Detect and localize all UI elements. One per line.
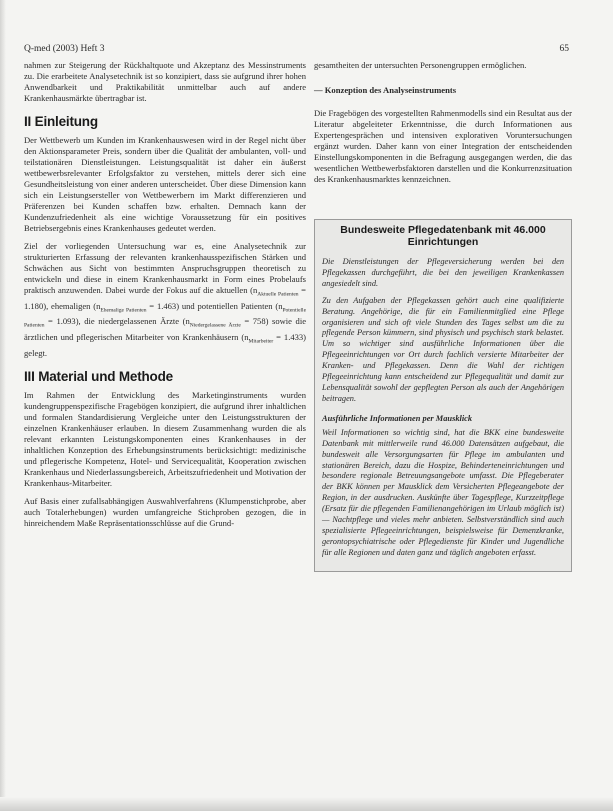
methode-paragraph-2: Auf Basis einer zufallsabhängigen Auswahlverfahrens (Klumpenstichprobe, aber auch Totalerhebungen) wurden umfangreiche Stichproben gezogen, die in hinreichendem Maße Repräsentationsschlüsse auf die Grund- — [24, 495, 306, 528]
konzeption-paragraph: Die Fragebögen des vorgestellten Rahmenmodells sind ein Resultat aus der Literatur abgeleiteter Erkenntnisse, die durch Informationen aus Expertengesprächen und intensiven explorativen Voruntersuchungen ergänzt wurden. Daher kann von einer Integration der entscheidenden Einstellungskomponenten in die Befragung ausgegangen werden, die das wesentlichen Wettbewerbsfaktoren darstellen und die Konkurrenzsituation des Krankenhausmarktes kennzeichnen. — [314, 108, 572, 184]
einleitung-p2-mid1: = 1.180), ehemaligen (n — [24, 285, 306, 311]
running-header-journal: Q-med (2003) Heft 3 — [24, 44, 105, 54]
section-title-einleitung: II Einleitung — [24, 114, 98, 129]
info-box-paragraph-2: Zu den Aufgaben der Pflegekassen gehört auch eine qualifizierte Beratung. Angehörige, die für ein Familienmitglied eine Pflege organisieren und sich oft viele Stunden des Tages selbst um die zu pflegende Person kümmern, sind physisch und psychisch stark belastet. Um so wichtiger sind ausführliche Informationen über die Pflegeeinrichtungen vor Ort durch fachlich versierte Mitarbeiter der Kranken- und Pflegekassen. Denn die Wahl der richtigen Pflegeeinrichtung kann entscheidend zur Pflegequalität und damit zur Lebensqualität sowohl der gepflegten Person als auch der Angehörigen beitragen. — [322, 295, 564, 403]
subscript-potentielle: Potentielle Patienten — [24, 307, 307, 330]
einleitung-p2-end: = 1.433) gelegt. — [24, 332, 306, 358]
einleitung-p2-text: Ziel der vorliegenden Untersuchung war es, eine Analysetechnik zur strukturierten Erfassung der relevanten krankenhausspezifischen Stärken und Schwächen aus Sicht von bestimmten Anspruchsgruppen theoretisch zu entwickeln und diese in einem Krankenhausmarkt in Form eines Probelaufs praktisch anzuwenden. Dabei wurde der Fokus auf die aktuellen (n — [24, 241, 306, 295]
einleitung-p2-mid2: = 1.463) und potentiellen Patienten (n — [146, 300, 283, 311]
right-column — [314, 60, 572, 572]
einleitung-paragraph-1: Der Wettbewerb um Kunden im Krankenhauswesen wird in der Regel nicht über den Aktionsparameter Preis, sondern über die Qualität der ambulanten, voll- und teilstationären Dienstleistungen. Leistungsqualität ist daher ein äußerst wettbewerbsrelevanter Erfolgsfaktor zu verstehen, mittels derer sich eine Gesundheitsleistung von einer anderen unterscheidet. Über diese Dimension kann sich ein Leistungsersteller von Wettbewerbern im Markt differenzieren und Präferenzen bei Kunden schaffen bzw. erhalten. Demnach kann der Kundenzufriedenheit als eine wichtige Voraussetzung für ein positives Betriebsergebnis eines Krankenhauses gedeutet werden. — [24, 135, 306, 233]
subscript-aktuelle: Aktuelle Patienten — [257, 291, 299, 298]
methode-paragraph-1: Im Rahmen der Entwicklung des Marketinginstruments wurden kundengruppenspezifische Fragebögen konzipiert, die aufgrund ihrer inhaltlichen und formalen Standardisierung Vergleiche unter den Leistungsstrukturen der einzelnen Krankenhäuser erlauben. In diesem Zusammenhang wurden die als relevant erkannten Leistungskomponenten eines Krankenhauses in der inhaltlichen Konzeption des Erhebungsinstruments berücksichtigt: medizinische und pflegerische Kompetenz, Hotel- und Servicequalität, Kooperation zwischen Krankenhaus und Niederlassungsbereich, Arbeitszufriedenheit und Motivation der Krankenhaus-Mitarbeiter. — [24, 389, 306, 488]
subscript-mitarbeiter: Mitarbeiter — [248, 338, 274, 345]
left-column — [24, 60, 306, 536]
einleitung-p2-mid4: = 758) sowie die ärztlichen und pflegerischen Mitarbeiter von Krankenhäusern (n — [24, 316, 306, 343]
info-box-paragraph-1: Die Dienstleistungen der Pflegeversicherung werden bei den Pflegekassen durchgeführt, die bei den jeweiligen Krankenkassen angesiedelt sind. — [322, 257, 564, 288]
scan-shadow-left — [0, 0, 6, 811]
einleitung-paragraph-2 — [24, 241, 306, 359]
info-box-title: Bundesweite Pflegedatenbank mit 46.000 Einrichtungen — [340, 224, 546, 248]
subscript-aerzte: Niedergelassene Ärzte — [189, 323, 241, 330]
intro-paragraph: nahmen zur Steigerung der Rückhaltquote und Akzeptanz des Messinstruments zu. Die erarbeitete Analysetechnik ist so konzipiert, dass sie aufgrund ihrer hohen Anwendbarkeit und Praktikabilität unmittelbar auch auf andere Krankenhausmärkte übertragbar ist. — [24, 60, 306, 103]
subheading-konzeption: — Konzeption des Analyseinstruments — [314, 85, 457, 95]
info-box-pflegedatenbank — [314, 219, 572, 572]
info-box-subheading: Ausführliche Informationen per Mausklick — [322, 413, 473, 423]
section-title-material-methode: III Material und Methode — [24, 368, 173, 384]
scan-shadow-bottom — [0, 797, 613, 811]
page-number: 65 — [559, 44, 569, 54]
info-box-paragraph-3: Weil Informationen so wichtig sind, hat die BKK eine bundesweite Datenbank mit mittlerweile rund 46.000 Datensätzen aufgebaut, die bundesweit alle Versorgungsarten für Pflege im ambulanten und stationären Bereich, dazu die Hospize, Behinderteneinrichtungen und besondere regionale Betreuungsangebote umfasst. Die Pflegeberater der BKK können per Mausklick dem Versicherten Pflegeangebote der Region, in der ausdrucken. Auskünfte über Tagespflege, Kurzzeitpflege (Ersatz für die pflegenden Familienangehörigen im Urlaub möglich ist) — Nachtpflege und vieles mehr anbieten. Selbstverständlich sind auch spezialisierte Pflegeeinrichtungen, beispielsweise für Demenzkranke, gerontopsychiatrische oder Pflegedienste für Kinder und Jugendliche für alle Regionen und daten ganz und täglich angeboten erfasst. — [322, 427, 564, 557]
einleitung-p2-mid3: = 1.093), die niedergelassenen Ärzte (n — [44, 316, 190, 327]
continuation-paragraph: gesamtheiten der untersuchten Personengruppen ermöglichen. — [314, 60, 527, 70]
subscript-ehemalige: Ehemalige Patienten — [100, 307, 147, 314]
